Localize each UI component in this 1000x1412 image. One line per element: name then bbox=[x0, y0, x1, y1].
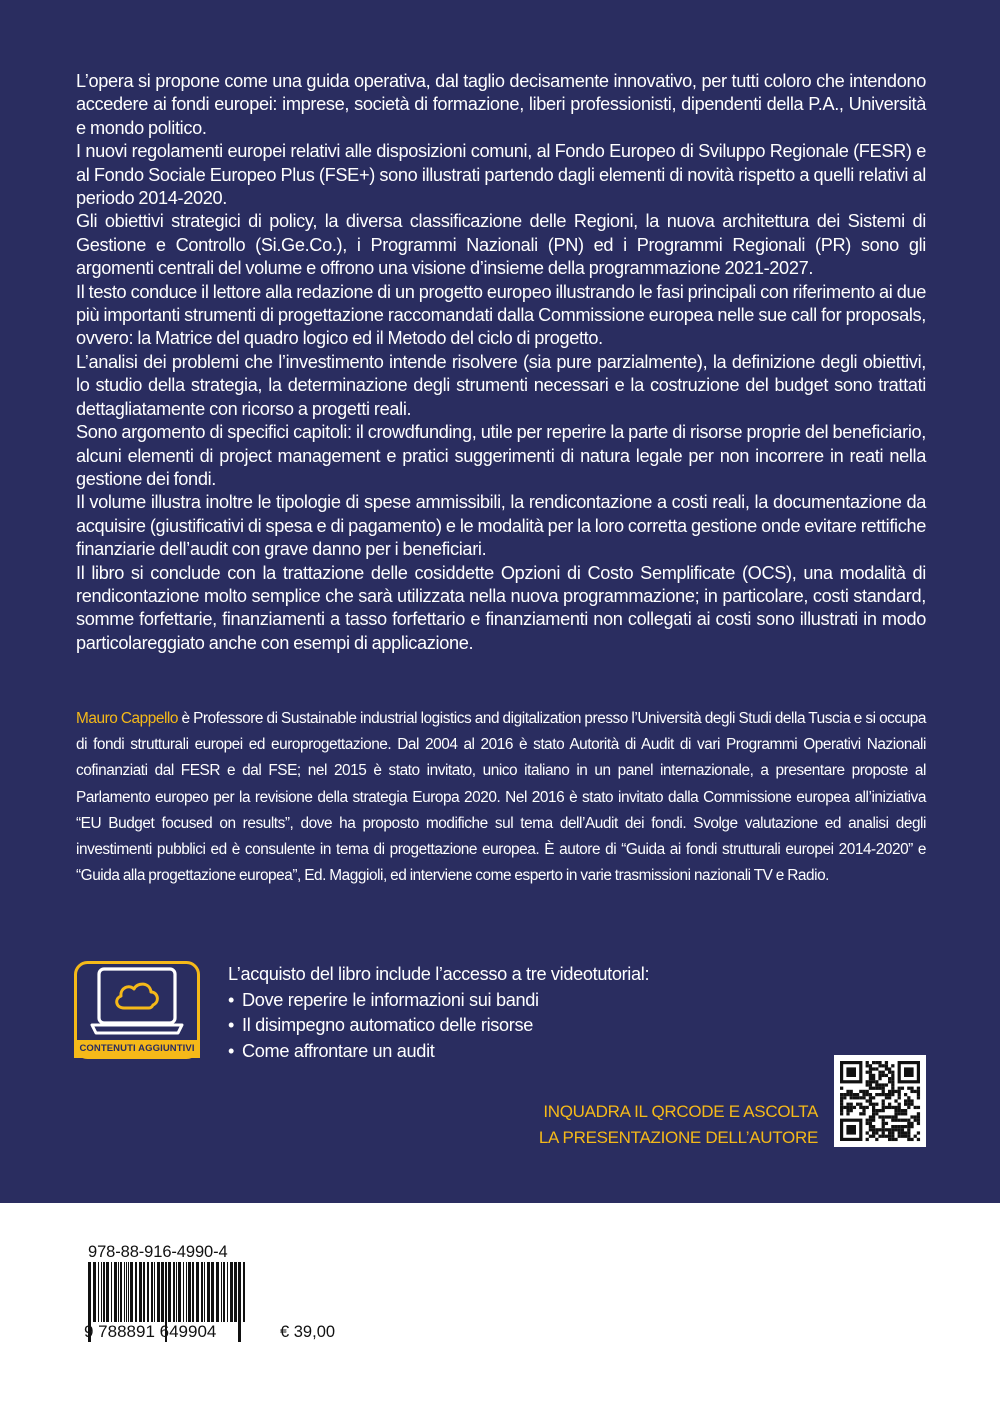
isbn-text: 978-88-916-4990-4 bbox=[88, 1243, 228, 1261]
list-item bbox=[228, 988, 728, 1014]
paragraph: Sono argomento di specifici capitoli: il crowdfunding, utile per reperire la parte di risorse proprie del beneficiario, alcuni elementi di project management e pratici suggerimenti di natura legale per non incorrere in reati nella gestione dei fondi. bbox=[76, 422, 926, 489]
bullet: • bbox=[228, 989, 235, 1010]
paragraph: Il testo conduce il lettore alla redazione di un progetto europeo illustrando le fasi principali con riferimento ai due più importanti strumenti di progettazione raccomandati dalla Commissione europea nelle sue call for proposals, ovvero: la Matrice del quadro logico ed il Metodo del ciclo di progetto. bbox=[76, 281, 926, 349]
paragraph: L’opera si propone come una guida operativa, dal taglio decisamente innovativo, per tutti coloro che intendono accedere ai fondi europei: imprese, società di formazione, liberi professionisti, dipendenti della P.A., Università e mondo politico. bbox=[76, 71, 926, 138]
paragraph: Il libro si conclude con la trattazione delle cosiddette Opzioni di Costo Semplificate (OCS), una modalità di rendicontazione molto semplice che sarà utilizzata nella nuova programmazione; in particolare, costi standard, somme forfettarie, finanziamenti a tasso forfettario e finanziamenti non collegati ai costi sono illustrati in modo particolareggiato anche con esempi di applicazione. bbox=[76, 562, 926, 653]
list-item-text: Come affrontare un audit bbox=[242, 1040, 435, 1061]
paragraph: I nuovi regolamenti europei relativi alle disposizioni comuni, al Fondo Europeo di Sviluppo Regionale (FESR) e al Fondo Sociale Europeo Plus (FSE+) sono illustrati partendo dagli elementi di novità rispetto a quelli relativi al periodo 2014-2020. bbox=[76, 141, 926, 209]
author-bio-text: è Professore di Sustainable industrial logistics and digitalization presso l’Università degli Studi della Tuscia e si occupa di fondi strutturali europei ed europrogettazione. Dal 2004 al 2016 è stato Autorità di Audit di vari Programmi Operativi Nazionali cofinanziati dal FESR e dal FSE; nel 2015 è stato invitato, unico italiano in un panel internazionale, a presentare proposte al Parlamento europeo per la revisione della strategia Europa 2020. Nel 2016 è stato invitato dalla Commissione europea all’iniziativa “EU Budget focused on results”, dove ha proposto modifiche sul tema dell’Audit dei fondi. Svolge valutazione ed analisi degli investimenti pubblici ed è consulente in tema di progettazione europea. È autore di “Guida ai fondi strutturali europei 2014-2020” e “Guida alla progettazione europea”, Ed. Maggioli, ed interviene come esperto in varie trasmissioni nazionali TV e Radio. bbox=[76, 710, 926, 885]
videotutorial-list bbox=[228, 988, 728, 1065]
paragraph: Il volume illustra inoltre le tipologie di spese ammissibili, la rendicontazione a costi reali, la documentazione da acquisire (giustificativi di spesa e di pagamento) e le modalità per la loro corretta gestione onde evitare rettifiche finanziarie dell’audit con grave danno per i beneficiari. bbox=[76, 492, 926, 560]
list-item bbox=[228, 1013, 728, 1039]
qr-caption bbox=[500, 1099, 818, 1151]
bullet: • bbox=[228, 1015, 235, 1035]
list-item-text: Il disimpegno automatico delle risorse bbox=[242, 1015, 533, 1035]
author-name: Mauro Cappello bbox=[76, 710, 179, 727]
qr-caption-line: LA PRESENTAZIONE DELL’AUTORE bbox=[538, 1128, 818, 1147]
videotutorial-intro: L’acquisto del libro include l’accesso a tre videotutorial: bbox=[228, 964, 650, 984]
description-text bbox=[76, 70, 926, 655]
author-bio bbox=[76, 706, 926, 889]
qr-caption-line: INQUADRA IL QRCODE E ASCOLTA bbox=[543, 1102, 818, 1121]
bullet: • bbox=[228, 1040, 235, 1061]
qr-code-icon[interactable] bbox=[834, 1055, 926, 1147]
list-item bbox=[228, 1039, 728, 1065]
price: € 39,00 bbox=[280, 1323, 336, 1341]
paragraph: L’analisi dei problemi che l’investimento intende risolvere (sia pure parzialmente), la definizione degli obiettivi, lo studio della strategia, la determinazione degli strumenti necessari e la costruzione del budget sono trattati dettagliatamente con ricorso a progetti reali. bbox=[76, 351, 926, 419]
list-item-text: Dove reperire le informazioni sui bandi bbox=[242, 989, 539, 1010]
paragraph: Gli obiettivi strategici di policy, la diversa classificazione delle Regioni, la nuova architettura dei Sistemi di Gestione e Controllo (Si.Ge.Co.), i Programmi Nazionali (PN) ed i Programmi Regionali (PR) sono gli argomenti centrali del volume e offrono una visione d’insieme della programmazione 2021-2027. bbox=[76, 211, 926, 279]
barcode-number: 9 788891 649904 bbox=[84, 1322, 217, 1341]
additional-content-badge: CONTENUTI AGGIUNTIVI bbox=[74, 1040, 200, 1058]
videotutorial-info bbox=[228, 962, 728, 1064]
